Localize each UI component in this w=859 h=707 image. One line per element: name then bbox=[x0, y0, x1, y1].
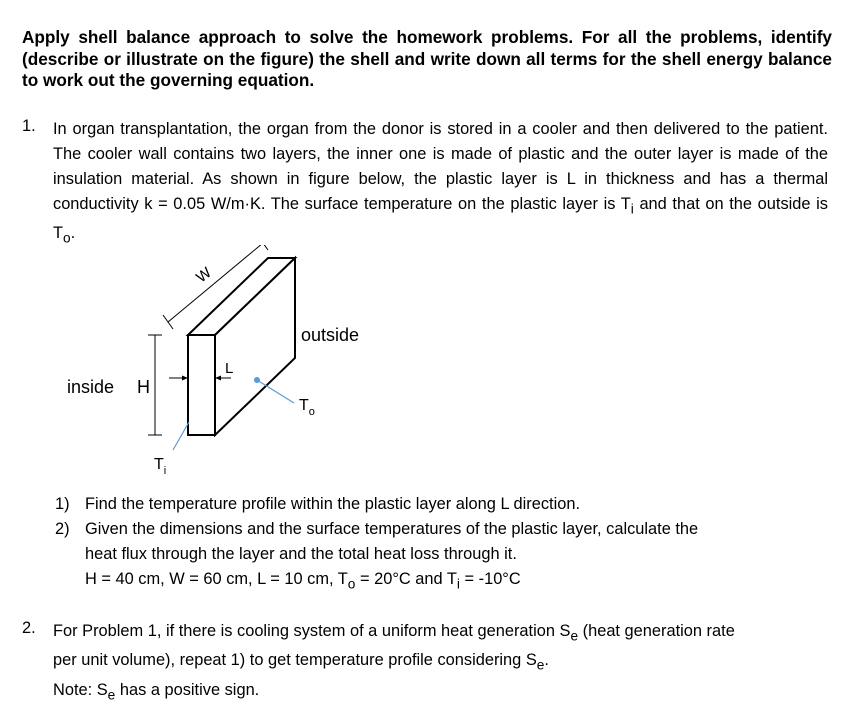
problem-1-sub-o: o bbox=[63, 230, 71, 246]
problem-2-note bbox=[53, 678, 833, 707]
problem-1-text-a: In organ transplantation, the organ from the donor is stored in a cooler and then delivered to the patient. The cooler wall contains two layers, the inner one is made of plastic and the outer layer is made of the insulation material. As shown in figure below, the plastic layer is L in thickness and has a thermal conductivity k = 0.05 W/m·K. The surface temperature on the plastic layer is T bbox=[53, 120, 828, 213]
label-w: W bbox=[193, 264, 215, 287]
problem-2-line-2-a: per unit volume), repeat 1) to get temperature profile considering S bbox=[53, 651, 537, 670]
problem-2-line-1 bbox=[53, 619, 833, 648]
question-2-number: 2) bbox=[55, 520, 70, 538]
problem-2-number: 2. bbox=[22, 619, 36, 637]
problem-1-text-b: and that on the outside is T bbox=[53, 195, 828, 243]
question-2 bbox=[55, 517, 835, 596]
problem-2-note-a: Note: S bbox=[53, 680, 108, 699]
to-pointer-line bbox=[257, 380, 294, 403]
problem-2-statement bbox=[53, 619, 833, 707]
given-values-c: = -10°C bbox=[459, 570, 521, 588]
w-tick-left bbox=[163, 315, 173, 329]
question-1-text: Find the temperature profile within the plastic layer along L direction. bbox=[85, 495, 581, 513]
label-outside: outside bbox=[301, 325, 360, 345]
label-inside: inside bbox=[67, 377, 115, 397]
problem-1-questions bbox=[55, 492, 835, 596]
label-ti-main: T bbox=[154, 456, 164, 473]
problem-2-line-2-end: . bbox=[544, 651, 549, 670]
problem-1-number: 1. bbox=[22, 117, 36, 135]
label-to bbox=[299, 397, 315, 418]
problem-1-text-c: . bbox=[70, 224, 76, 243]
label-to-main: T bbox=[299, 397, 309, 414]
problem-1-statement bbox=[53, 117, 828, 251]
problem-2-line-1-sub: e bbox=[570, 628, 579, 644]
problem-2-line-2 bbox=[53, 648, 833, 677]
given-values-b: = 20°C and T bbox=[355, 570, 457, 588]
given-values-sub-i: i bbox=[456, 576, 460, 592]
given-values-sub-o: o bbox=[347, 576, 356, 592]
given-values-a: H = 40 cm, W = 60 cm, L = 10 cm, T bbox=[85, 570, 348, 588]
question-1 bbox=[55, 492, 835, 517]
label-l: L bbox=[225, 360, 234, 377]
label-h: H bbox=[137, 377, 150, 397]
question-2-line-2: heat flux through the layer and the total heat loss through it. bbox=[85, 545, 517, 563]
problem-2-line-1-a: For Problem 1, if there is cooling system of a uniform heat generation S bbox=[53, 622, 571, 640]
plastic-layer-figure bbox=[55, 245, 385, 485]
assignment-instructions: Apply shell balance approach to solve the homework problems. For all the problems, identify (describe or illustrate on the figure) the shell and write down all terms for the shell energy balance to work out the governing equation. bbox=[22, 27, 832, 90]
problem-2-note-b: has a positive sign. bbox=[115, 680, 260, 699]
slab-front-face bbox=[188, 335, 215, 435]
label-ti bbox=[154, 456, 166, 477]
problem-2-line-2-sub: e bbox=[536, 657, 545, 673]
label-ti-sub: i bbox=[163, 465, 167, 477]
question-2-line-1: Given the dimensions and the surface temperatures of the plastic layer, calculate the bbox=[85, 520, 699, 538]
problem-2-line-1-b: (heat generation rate bbox=[578, 622, 735, 640]
problem-2-note-sub: e bbox=[107, 686, 116, 702]
question-1-number: 1) bbox=[55, 495, 70, 513]
problem-1-sub-i: i bbox=[630, 201, 634, 217]
question-2-given-values bbox=[85, 567, 835, 596]
ti-pointer-line bbox=[173, 422, 189, 450]
label-to-sub: o bbox=[308, 406, 315, 418]
